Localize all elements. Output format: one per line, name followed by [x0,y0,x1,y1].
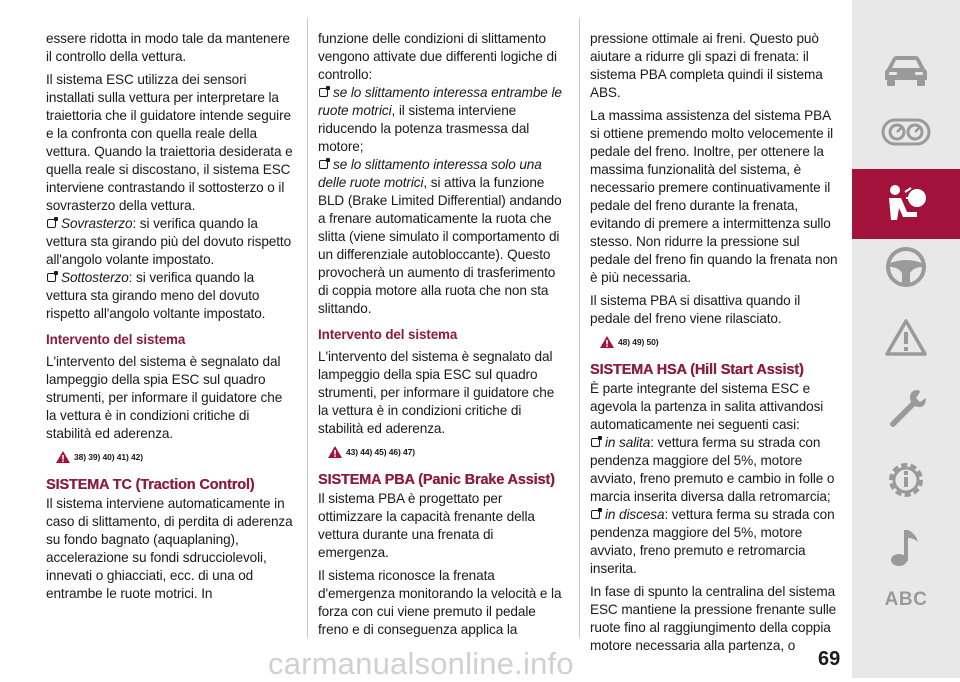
paragraph: Il sistema PBA è progettato per ottimizzare la capacità frenante della vettura durante una frenata di emergenza. [318,491,535,560]
sidebar-item-car[interactable] [852,36,960,106]
bullet-text: : si verifica quando la vettura sta girando più del dovuto rispetto all'angolo volante impostato. [46,216,292,267]
paragraph: essere ridotta in modo tale da mantenere il controllo della vettura. [46,31,290,64]
sidebar-item-dashboard[interactable] [852,97,960,167]
section-heading: Intervento del sistema [318,327,458,342]
warning-reference[interactable] [328,443,566,461]
column-divider [579,18,580,638]
bullet-item [590,434,838,506]
warning-triangle-icon [600,336,614,348]
sidebar-item-maintenance[interactable] [852,373,960,443]
section-title-hsa: SISTEMA HSA (Hill Start Assist) [590,362,804,378]
paragraph: Il sistema riconosce la frenata d'emergenza monitorando la velocità e la forza con cui viene premuto il pedale freno e di conseguenza applica la [318,568,562,637]
warning-reference[interactable] [600,333,838,351]
sidebar-item-safety[interactable] [852,169,960,239]
warning-numbers: 43) 44) 45) 46) 47) [346,447,415,457]
paragraph: Il sistema PBA si disattiva quando il pedale del freno viene rilasciato. [590,293,801,326]
bullet-text: : vettura ferma su strada con pendenza maggiore del 5%, motore avviato, freno premuto e retromarcia inserita. [590,507,835,576]
checkbox-bullet-icon [591,438,600,447]
bullet-text: : vettura ferma su strada con pendenza maggiore del 5%, motore avviato, freno premuto e cambio in folle o marcia inserita diversa dalla retromarcia; [590,435,835,504]
warning-numbers: 48) 49) 50) [618,337,659,347]
text-column-1 [46,30,294,608]
bullet-text: , il sistema interviene riducendo la potenza trasmessa dal motore; [318,103,530,154]
bullet-item [590,506,838,578]
sidebar-item-index[interactable] [852,565,960,635]
airbag-safety-icon [881,182,931,226]
checkbox-bullet-icon [591,510,600,519]
bullet-text: : si verifica quando la vettura sta girando meno del dovuto rispetto all'angolo voltante impostato. [46,270,266,321]
steering-wheel-icon [884,245,928,289]
paragraph: L'intervento del sistema è segnalato dal lampeggio della spia ESC sul quadro strumenti, per informare il guidatore che la vettura è in condizioni critiche di stabilità ed aderenza. [318,349,555,436]
paragraph: La massima assistenza del sistema PBA si ottiene premendo molto velocemente il pedale del freno. Inoltre, per ottenere la massima funzionalità del sistema, è necessario premere continuativamente il pedale del freno durante la frenata, evitando di premere a intermittenza sullo stesso. Non ridurre la pressione sul pedale del freno fin quando la frenata non è più necessaria. [590,108,838,285]
warning-triangle-icon [328,446,342,458]
paragraph: L'intervento del sistema è segnalato dal lampeggio della spia ESC sul quadro strumenti, per informare il guidatore che la vettura è in condizioni critiche di stabilità ed aderenza. [46,354,283,441]
page-number: 69 [818,648,841,670]
chapter-sidebar [852,0,960,678]
bullet-text: , si attiva la funzione BLD (Brake Limited Differential) andando a frenare automaticamente la ruota che slitta (viene simulato il comportamento di un differenziale autobloccante). Questo provocherà un aumento di trasferimento di coppia motore alla ruota che non sta slittando. [318,175,562,316]
sidebar-item-warnings[interactable] [852,303,960,373]
paragraph: È parte integrante del sistema ESC e agevola la partenza in salita attivandosi automaticamente nei seguenti casi: [590,381,824,432]
bullet-item [318,156,566,318]
checkbox-bullet-icon [319,88,328,97]
warning-triangle-icon [884,318,928,358]
dashboard-icon [881,117,931,147]
paragraph: funzione delle condizioni di slittamento vengono attivate due differenti logiche di controllo: [318,31,557,82]
bullet-term: in salita [605,435,651,450]
gear-info-icon [883,457,929,503]
sidebar-item-steering[interactable] [852,232,960,302]
warning-triangle-icon [56,451,70,463]
paragraph: Il sistema ESC utilizza dei sensori installati sulla vettura per interpretare la traiettoria che il guidatore intende seguire e la confronta con quella reale della vettura. Quando la traiettoria desiderata e quella reale si discostano, il sistema ESC interviene contrastando il sottosterzo o il sovrasterzo della vettura. [46,72,293,213]
section-title-tc: SISTEMA TC (Traction Control) [46,477,255,493]
abc-icon: ABC [884,589,928,610]
section-title-pba: SISTEMA PBA (Panic Brake Assist) [318,472,555,488]
sidebar-item-technical-data[interactable] [852,445,960,515]
paragraph: Il sistema interviene automaticamente in caso di slittamento, di perdita di aderenza su fondo bagnato (aquaplaning), accelerazione su fondi sdrucciolevoli, innevati o ghiacciati, ecc. di una od entrambe le ruote motrici. In [46,496,293,601]
bullet-item [318,84,566,156]
car-icon [881,53,931,89]
checkbox-bullet-icon [47,273,56,282]
wrench-icon [884,386,928,430]
column-divider [307,18,308,638]
bullet-term: Sovrasterzo [61,216,133,231]
bullet-term: se lo slittamento interessa solo una delle ruote motrici [318,157,542,190]
bullet-item [46,269,294,323]
text-column-2 [318,30,566,644]
text-column-3 [590,30,838,660]
checkbox-bullet-icon [319,160,328,169]
warning-reference[interactable] [56,448,294,466]
section-heading: Intervento del sistema [46,332,186,347]
bullet-term: se lo slittamento interessa entrambe le ruote motrici [318,85,562,118]
music-note-icon [886,526,926,570]
checkbox-bullet-icon [47,219,56,228]
bullet-term: Sottosterzo [61,270,129,285]
bullet-item [46,215,294,269]
bullet-term: in discesa [605,507,665,522]
paragraph: pressione ottimale ai freni. Questo può aiutare a ridurre gli spazi di frenata: il sistema PBA completa quindi il sistema ABS. [590,31,823,100]
paragraph: In fase di spunto la centralina del sistema ESC mantiene la pressione frenante sulle ruote fino al raggiungimento della coppia motore necessaria alla partenza, o [590,584,837,653]
watermark: carmanualsonline.info [268,646,574,681]
warning-numbers: 38) 39) 40) 41) 42) [74,452,143,462]
